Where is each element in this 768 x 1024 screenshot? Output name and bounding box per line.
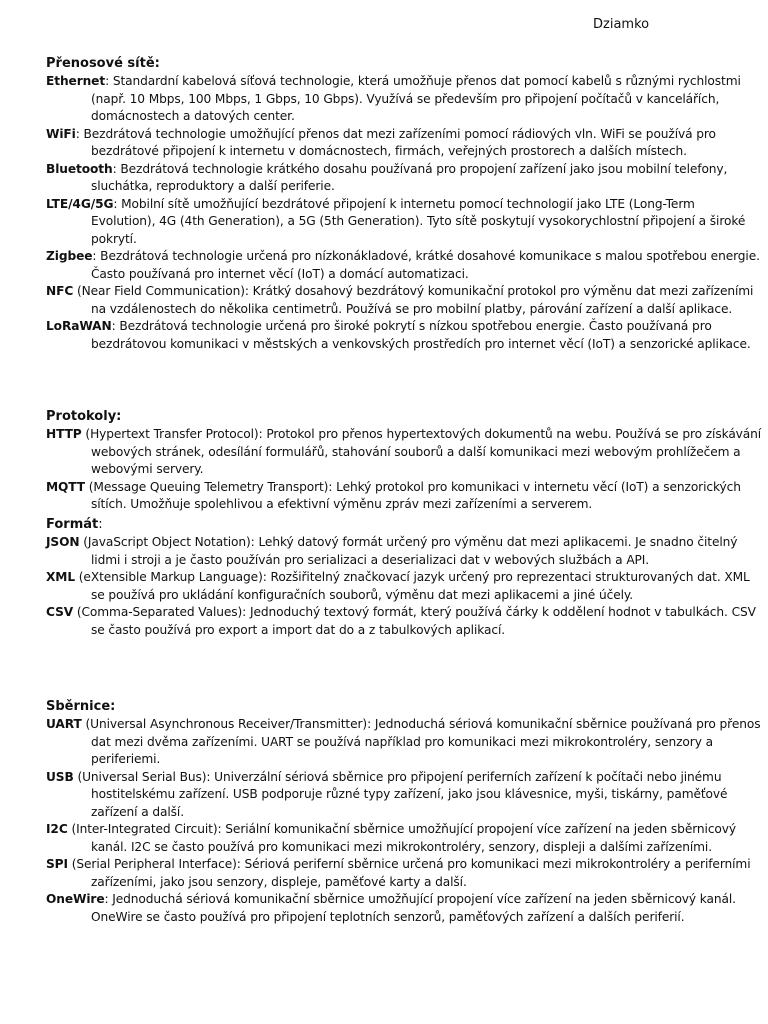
author-name: Dziamko — [593, 17, 650, 32]
entry-term: Bluetooth — [46, 161, 113, 176]
entry-text: (Comma-Separated Values): Jednoduchý textový formát, který používá čárky k oddělení hodnot v tabulkách. CSV se často používá pro export a import dat do a z tabulkových aplikací. — [73, 605, 756, 637]
entry-text: : Bezdrátová technologie určená pro nízkonákladové, krátké dosahové komunikace s malou spotřebou energie. Často používaná pro internet věcí (IoT) a domácí automatizaci. — [91, 249, 760, 281]
entry-json — [46, 534, 762, 569]
entry-xml — [46, 569, 762, 604]
entry-term: WiFi — [46, 126, 76, 141]
entry-text: : Mobilní sítě umožňující bezdrátové připojení k internetu pomocí technologií jako LTE (Long-Term Evolution), 4G (4th Generation), a 5G (5th Generation). Tyto sítě poskytují vysokorychlostní připojení a široké pokrytí. — [91, 196, 746, 246]
section-heading-networks: Přenosové sítě: — [46, 56, 160, 71]
entry-text: : Bezdrátová technologie krátkého dosahu používaná pro propojení zařízení jako jsou mobilní telefony, sluchátka, reproduktory a další periferie. — [91, 161, 728, 193]
entry-bluetooth — [46, 161, 762, 196]
entry-term: Ethernet — [46, 74, 106, 88]
entry-lte — [46, 196, 762, 249]
entry-wifi — [46, 126, 762, 161]
entry-spi — [46, 856, 762, 891]
entry-term: CSV — [46, 605, 74, 619]
section-buses — [46, 698, 762, 926]
entry-ethernet — [46, 73, 762, 126]
entry-text: (Message Queuing Telemetry Transport): Lehký protokol pro komunikaci v internetu věcí (IoT) a senzorických sítích. Umožňuje spolehlivou a efektivní výměnu zpráv mezi zařízeními a serverem. — [85, 479, 741, 511]
entry-uart — [46, 716, 762, 769]
entry-usb — [46, 769, 762, 822]
entry-lorawan — [46, 318, 762, 353]
entry-i2c — [46, 821, 762, 856]
section-format — [46, 516, 762, 639]
entry-term: UART — [46, 717, 82, 731]
entry-term: USB — [46, 769, 74, 784]
section-protocols — [46, 408, 762, 514]
heading-text: Formát — [46, 517, 99, 532]
entry-term: OneWire — [46, 892, 105, 906]
section-heading-format — [46, 516, 762, 534]
section-heading-protocols: Protokoly: — [46, 409, 122, 424]
entry-term: LoRaWAN — [46, 319, 112, 333]
entry-term: Zigbee — [46, 249, 93, 263]
entry-mqtt — [46, 479, 762, 514]
entry-http — [46, 426, 762, 479]
entry-text: (Hypertext Transfer Protocol): Protokol pro přenos hypertextových dokumentů na webu. Používá se pro získávání webových stránek, odesílání formulářů, stahování souborů a další komunikaci mezi webovým prohlížečem a webovými servery. — [81, 427, 762, 476]
section-heading-buses: Sběrnice: — [46, 699, 116, 714]
entry-text: (Serial Peripheral Interface): Sériová periferní sběrnice určená pro komunikaci mezi mikrokontroléry a periferními zařízeními, jako jsou senzory, displeje, paměťové karty a další. — [67, 857, 751, 889]
entry-term: MQTT — [46, 479, 85, 494]
entry-nfc — [46, 283, 762, 318]
entry-text: (Universal Serial Bus): Univerzální sériová sběrnice pro připojení periferních zařízení k počítači nebo jinému hostitelskému zařízení. USB podporuje různé typy zařízení, jako jsou klávesnice, myši, tiskárny, paměťové zařízení a další. — [73, 769, 728, 819]
entry-text: (Near Field Communication): Krátký dosahový bezdrátový komunikační protokol pro výměnu dat mezi zařízeními na vzdálenostech do několika centimetrů. Používá se pro mobilní platby, párování zařízení a další aplikace. — [73, 284, 754, 316]
entry-term: JSON — [46, 535, 80, 549]
entry-text: (JavaScript Object Notation): Lehký datový formát určený pro výměnu dat mezi aplikacemi. Je snadno čitelný lidmi i stroji a je často používán pro serializaci a deserializaci dat v webových službách a API. — [79, 535, 738, 567]
entry-text: : Standardní kabelová síťová technologie, která umožňuje přenos dat pomocí kabelů s různými rychlostmi (např. 10 Mbps, 100 Mbps, 1 Gbps, 10 Gbps). Využívá se především pro připojení počítačů v kancelářích, domácnostech a datových center. — [91, 74, 741, 123]
heading-colon: : — [98, 517, 103, 532]
entry-text: : Jednoduchá sériová komunikační sběrnice umožňující propojení více zařízení na jeden sběrnicový kanál. OneWire se často používá pro připojení teplotních senzorů, paměťových zařízení a dalších periferií. — [91, 892, 736, 924]
entry-term: SPI — [46, 857, 68, 871]
entry-term: I2C — [46, 822, 68, 836]
entry-zigbee — [46, 248, 762, 283]
entry-term: HTTP — [46, 427, 82, 441]
entry-csv — [46, 604, 762, 639]
entry-text: (Inter-Integrated Circuit): Seriální komunikační sběrnice umožňující propojení více zařízení na jeden sběrnicový kanál. I2C se často používá pro komunikaci mezi mikrokontroléry, senzory, displeji a dalšími zařízeními. — [67, 822, 737, 854]
entry-text: (eXtensible Markup Language): Rozšiřitelný značkovací jazyk určený pro reprezentaci strukturovaných dat. XML se používá pro ukládání konfiguračních souborů, výměnu dat mezi aplikacemi a jiné účely. — [75, 570, 750, 602]
entry-term: XML — [46, 570, 75, 584]
entry-text: : Bezdrátová technologie určená pro široké pokrytí s nízkou spotřebou energie. Často používaná pro bezdrátovou komunikaci v městských a venkovských prostředích pro internet věcí (IoT) a senzorické aplikace. — [91, 319, 751, 351]
entry-text: : Bezdrátová technologie umožňující přenos dat mezi zařízeními pomocí rádiových vln. WiFi se používá pro bezdrátové připojení k internetu v domácnostech, firmách, veřejných prostorech a dalších místech. — [75, 126, 716, 158]
entry-term: LTE/4G/5G — [46, 196, 114, 211]
section-networks — [46, 55, 762, 353]
entry-text: (Universal Asynchronous Receiver/Transmitter): Jednoduchá sériová komunikační sběrnice používaná pro přenos dat mezi dvěma zařízeními. UART se používá například pro komunikaci mezi mikrokontroléry, senzory a periferiemi. — [81, 717, 761, 766]
entry-onewire — [46, 891, 762, 926]
entry-term: NFC — [46, 284, 74, 298]
